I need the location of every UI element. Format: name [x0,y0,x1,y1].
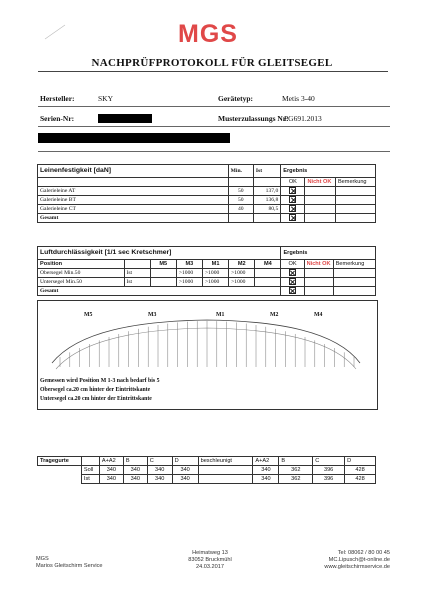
divider [38,126,390,127]
ok-header: OK [281,260,304,269]
nicht-ok-header: Nicht OK [304,260,333,269]
line-ist: 136,8 [253,196,280,205]
footer-email: MC.Lipusch@t-online.de [328,557,390,563]
footer-website: www.gleitschirmservice.de [324,564,390,570]
val-m5 [150,269,176,278]
label-m3: M3 [148,312,157,318]
page-title: NACHPRÜFPROTOKOLL FÜR GLEITSEGEL [91,57,333,69]
line-name: Galerieleine CT [38,205,229,214]
divider [38,106,390,107]
checked-box-icon [289,269,296,276]
col-d: D [345,457,376,466]
wing-diagram [37,300,378,410]
col-c: C [147,457,172,466]
col-c: C [313,457,345,466]
tragegurte-table [37,456,376,484]
footer-company: MGS [36,556,49,562]
checked-box-icon [289,278,296,285]
position-header: Position [38,260,125,269]
table-row [38,278,376,287]
table-row [38,214,376,223]
footer-middle [170,550,250,571]
checked-box-icon [289,187,296,194]
table-row [38,269,376,278]
cell: 340 [99,475,123,484]
title-underline [38,71,388,72]
col-m3: M3 [176,260,202,269]
cell: 340 [147,466,172,475]
val-m1: >1000 [202,278,228,287]
col-ist: Ist [253,165,280,178]
table-row [38,475,376,484]
muster-value: PG691.2013 [284,114,322,123]
checked-box-icon [289,196,296,203]
divider [38,151,390,152]
cell: 340 [123,475,147,484]
gesamt-label: Gesamt [38,214,229,223]
geraetetyp-value: Metis 3-40 [282,94,315,103]
cell: 340 [253,466,279,475]
line-min: 50 [228,196,253,205]
cell: 396 [313,466,345,475]
footer-street: Heimatweg 13 [192,550,228,556]
val-m4 [255,269,281,278]
luft-title: Luftdurchlässigkeit [1/1 sec Kretschmer] [38,247,281,260]
val-m2: >1000 [229,269,255,278]
footer-date: 24.03.2017 [196,564,224,570]
bemerkung-header: Bemerkung [335,178,375,187]
table-row [38,187,376,196]
line-name: Galerieleine BT [38,196,229,205]
table-row [38,205,376,214]
nicht-ok-header: Nicht OK [305,178,335,187]
col-m1: M1 [202,260,228,269]
footer-company-name: Marios Gleitschirm Service [36,563,103,569]
label-m1: M1 [216,312,225,318]
soll-label: Soll [81,466,99,475]
muster-label: Musterzulassungs Nr: [218,114,289,123]
ist-label: Ist [124,269,150,278]
val-m1: >1000 [202,269,228,278]
cell: 340 [99,466,123,475]
col-m4: M4 [255,260,281,269]
cell: 396 [313,475,345,484]
footer-city: 83052 Bruckmühl [188,557,232,563]
footer-phone: Tel: 08062 / 80 00 45 [337,550,390,556]
cell: 428 [345,475,376,484]
serien-label: Serien-Nr: [40,114,75,123]
cell: 362 [279,475,313,484]
footer-left [36,556,103,570]
tragegurte-title: Tragegurte [38,457,82,466]
line-min: 40 [228,205,253,214]
gesamt-label: Gesamt [38,287,281,296]
label-m5: M5 [84,312,93,318]
checked-box-icon [289,214,296,221]
geraetetyp-label: Gerätetyp: [218,94,253,103]
diagram-note: Obersegel ca.20 cm hinter der Eintrittskante [40,387,151,393]
cell: 428 [345,466,376,475]
cell: 340 [147,475,172,484]
bemerkung-header: Bemerkung [333,260,375,269]
pen-mark [44,24,66,40]
col-b: B [123,457,147,466]
table-row [38,196,376,205]
ergebnis-header: Ergebnis [281,165,376,178]
col-d: D [172,457,198,466]
cell: 340 [172,466,198,475]
col-b: B [279,457,313,466]
cell: 340 [123,466,147,475]
ok-header: OK [281,178,305,187]
luft-table [37,246,376,296]
mgs-logo: MGS [178,20,238,48]
col-min: Min. [228,165,253,178]
val-m5 [150,278,176,287]
val-m4 [255,278,281,287]
cell: 340 [172,475,198,484]
val-m2: >1000 [229,278,255,287]
checked-box-icon [289,287,296,294]
label-m4: M4 [314,312,323,318]
line-min: 50 [228,187,253,196]
hersteller-value: SKY [98,94,114,103]
hersteller-label: Hersteller: [40,94,75,103]
line-name: Galerieleine AT [38,187,229,196]
col-m2: M2 [229,260,255,269]
serial-redaction [98,114,152,123]
label-m2: M2 [270,312,279,318]
cell: 362 [279,466,313,475]
col-m5: M5 [150,260,176,269]
table-row [38,466,376,475]
col-a: A+A2 [99,457,123,466]
beschleunigt-header: beschleunigt [198,457,253,466]
line-ist: 137,0 [253,187,280,196]
sail-name: Obersegel Min.50 [38,269,125,278]
col-a: A+A2 [253,457,279,466]
cell: 340 [253,475,279,484]
ist-label: Ist [81,475,99,484]
leinen-title: Leinenfestigkeit [daN] [38,165,229,178]
line-ist: 80,5 [253,205,280,214]
diagram-note: Gemessen wird Position M 1-3 nach bedarf bis 5 [40,378,160,384]
checked-box-icon [289,205,296,212]
footer-right [290,550,390,571]
ergebnis-header: Ergebnis [281,247,376,260]
table-row [38,287,376,296]
val-m3: >1000 [176,269,202,278]
leinen-table [37,164,376,223]
diagram-note: Untersegel ca.20 cm hinter der Eintrittskante [40,396,152,402]
redaction-bar [38,133,230,143]
sail-name: Untersegel Min.50 [38,278,125,287]
val-m3: >1000 [176,278,202,287]
ist-label: Ist [124,278,150,287]
